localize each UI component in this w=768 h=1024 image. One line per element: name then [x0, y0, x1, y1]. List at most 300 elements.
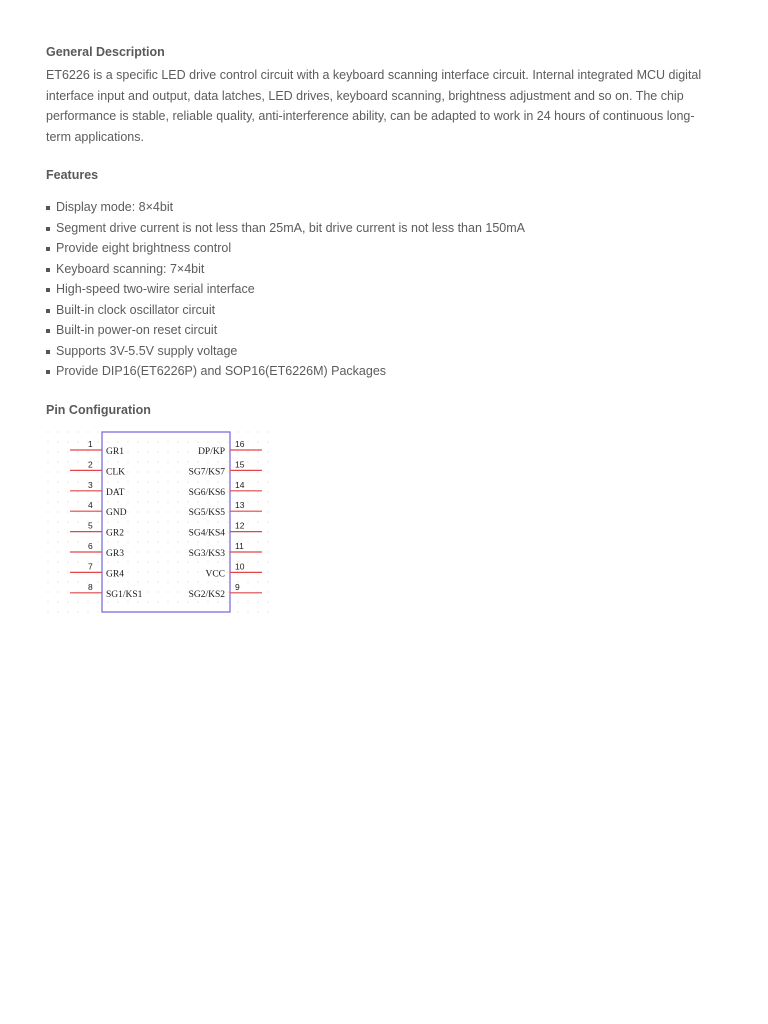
grid-dot	[127, 521, 128, 522]
feature-item	[46, 197, 716, 218]
grid-dot	[67, 441, 68, 442]
grid-dot	[207, 581, 208, 582]
pin-label: SG2/KS2	[188, 589, 225, 600]
grid-dot	[67, 531, 68, 532]
grid-dot	[197, 571, 198, 572]
grid-dot	[177, 541, 178, 542]
general-description-heading: General Description	[46, 45, 165, 59]
grid-dot	[207, 521, 208, 522]
grid-dot	[157, 581, 158, 582]
grid-dot	[127, 581, 128, 582]
grid-dot	[177, 561, 178, 562]
grid-dot	[267, 501, 268, 502]
grid-dot	[147, 501, 148, 502]
grid-dot	[177, 491, 178, 492]
grid-dot	[207, 461, 208, 462]
grid-dot	[267, 531, 268, 532]
pin-label: DAT	[106, 487, 125, 498]
pin-number: 13	[235, 499, 245, 510]
grid-dot	[177, 481, 178, 482]
grid-dot	[77, 491, 78, 492]
pin-label: DP/KP	[198, 446, 225, 457]
grid-dot	[157, 591, 158, 592]
grid-dot	[267, 591, 268, 592]
grid-dot	[207, 481, 208, 482]
grid-dot	[197, 541, 198, 542]
grid-dot	[167, 471, 168, 472]
pin-number: 9	[235, 581, 240, 592]
grid-dot	[67, 431, 68, 432]
grid-dot	[147, 441, 148, 442]
bullet-icon	[46, 350, 50, 354]
grid-dot	[137, 481, 138, 482]
grid-dot	[137, 541, 138, 542]
grid-dot	[97, 611, 98, 612]
grid-dot	[267, 451, 268, 452]
grid-dot	[187, 561, 188, 562]
grid-dot	[267, 511, 268, 512]
grid-dot	[237, 471, 238, 472]
grid-dot	[147, 581, 148, 582]
grid-dot	[77, 501, 78, 502]
bullet-icon	[46, 227, 50, 231]
grid-dot	[97, 471, 98, 472]
grid-dot	[87, 431, 88, 432]
feature-text: Built-in power-on reset circuit	[56, 323, 218, 337]
grid-dot	[257, 611, 258, 612]
grid-dot	[47, 471, 48, 472]
pin-number: 6	[88, 540, 93, 551]
grid-dot	[107, 581, 108, 582]
grid-dot	[167, 491, 168, 492]
grid-dot	[47, 461, 48, 462]
grid-dot	[247, 451, 248, 452]
grid-dot	[167, 521, 168, 522]
grid-dot	[267, 491, 268, 492]
grid-dot	[147, 521, 148, 522]
grid-dot	[107, 521, 108, 522]
grid-dot	[117, 481, 118, 482]
grid-dot	[97, 541, 98, 542]
pin-label: SG6/KS6	[188, 487, 225, 498]
grid-dot	[197, 481, 198, 482]
grid-dot	[97, 461, 98, 462]
grid-dot	[247, 471, 248, 472]
grid-dot	[97, 481, 98, 482]
grid-dot	[107, 561, 108, 562]
grid-dot	[257, 461, 258, 462]
grid-dot	[97, 581, 98, 582]
grid-dot	[167, 441, 168, 442]
grid-dot	[57, 511, 58, 512]
grid-dot	[147, 571, 148, 572]
grid-dot	[247, 431, 248, 432]
grid-dot	[177, 521, 178, 522]
pin-label: SG1/KS1	[106, 589, 143, 600]
grid-dot	[147, 541, 148, 542]
grid-dot	[127, 551, 128, 552]
grid-dot	[177, 601, 178, 602]
grid-dot	[167, 571, 168, 572]
chip-body	[102, 432, 230, 612]
grid-dot	[137, 471, 138, 472]
grid-dot	[197, 441, 198, 442]
grid-dot	[67, 571, 68, 572]
grid-dot	[217, 461, 218, 462]
grid-dot	[147, 451, 148, 452]
grid-dot	[57, 451, 58, 452]
grid-dot	[87, 611, 88, 612]
grid-dot	[57, 601, 58, 602]
grid-dot	[197, 581, 198, 582]
grid-dot	[247, 491, 248, 492]
grid-dot	[57, 591, 58, 592]
grid-dot	[157, 441, 158, 442]
grid-dot	[57, 551, 58, 552]
grid-dot	[187, 481, 188, 482]
grid-dot	[147, 511, 148, 512]
grid-dot	[117, 601, 118, 602]
grid-dot	[47, 561, 48, 562]
document	[46, 44, 716, 614]
grid-dot	[177, 441, 178, 442]
grid-dot	[177, 471, 178, 472]
grid-dot	[47, 551, 48, 552]
grid-dot	[57, 581, 58, 582]
feature-item	[46, 279, 716, 300]
pin-number: 12	[235, 520, 245, 531]
grid-dot	[157, 511, 158, 512]
feature-item	[46, 320, 716, 341]
grid-dot	[267, 601, 268, 602]
grid-dot	[217, 601, 218, 602]
grid-dot	[77, 601, 78, 602]
grid-dot	[227, 571, 228, 572]
general-description-text: ET6226 is a specific LED drive control circuit with a keyboard scanning interface circuit. Internal integrated MCU digital interface input and output, data latches, LED drives, keyboard scanning, brightness adjustment and so on. The chip performance is stable, reliable quality, anti-interference ability, can be adapted to work in 24 hours of continuous long-term applications.	[46, 68, 702, 144]
grid-dot	[157, 481, 158, 482]
grid-dot	[77, 471, 78, 472]
grid-dot	[197, 501, 198, 502]
grid-dot	[97, 521, 98, 522]
grid-dot	[47, 531, 48, 532]
grid-dot	[137, 501, 138, 502]
grid-dot	[137, 491, 138, 492]
grid-dot	[67, 601, 68, 602]
grid-dot	[57, 521, 58, 522]
grid-dot	[137, 551, 138, 552]
grid-dot	[87, 451, 88, 452]
grid-dot	[117, 441, 118, 442]
pin-label: SG5/KS5	[188, 507, 225, 518]
bullet-icon	[46, 309, 50, 313]
grid-dot	[47, 541, 48, 542]
grid-dot	[187, 441, 188, 442]
grid-dot	[137, 561, 138, 562]
grid-dot	[267, 551, 268, 552]
grid-dot	[97, 431, 98, 432]
grid-dot	[147, 471, 148, 472]
grid-dot	[257, 601, 258, 602]
grid-dot	[67, 591, 68, 592]
pin-label: SG3/KS3	[188, 548, 225, 559]
feature-text: Provide eight brightness control	[56, 241, 232, 255]
grid-dot	[267, 471, 268, 472]
grid-dot	[247, 541, 248, 542]
grid-dot	[87, 471, 88, 472]
grid-dot	[157, 471, 158, 472]
grid-dot	[257, 431, 258, 432]
grid-dot	[67, 561, 68, 562]
grid-dot	[117, 561, 118, 562]
grid-dot	[157, 461, 158, 462]
pin-number: 3	[88, 479, 93, 490]
grid-dot	[157, 501, 158, 502]
grid-dot	[177, 501, 178, 502]
feature-item	[46, 341, 716, 362]
grid-dot	[67, 511, 68, 512]
grid-dot	[227, 501, 228, 502]
grid-dot	[67, 481, 68, 482]
grid-dot	[207, 601, 208, 602]
grid-dot	[187, 451, 188, 452]
grid-dot	[167, 601, 168, 602]
grid-dot	[177, 461, 178, 462]
grid-dot	[217, 581, 218, 582]
grid-dot	[57, 491, 58, 492]
grid-dot	[167, 531, 168, 532]
grid-dot	[127, 571, 128, 572]
grid-dot	[267, 461, 268, 462]
grid-dot	[147, 601, 148, 602]
pin-number: 1	[88, 438, 93, 449]
features-heading: Features	[46, 168, 99, 182]
grid-dot	[47, 501, 48, 502]
pin-configuration-heading: Pin Configuration	[46, 402, 151, 417]
grid-dot	[77, 441, 78, 442]
bullet-icon	[46, 247, 50, 251]
grid-dot	[157, 541, 158, 542]
grid-dot	[47, 611, 48, 612]
grid-dot	[157, 491, 158, 492]
grid-dot	[57, 431, 58, 432]
grid-dot	[157, 551, 158, 552]
grid-dot	[227, 541, 228, 542]
pin-label: GR4	[106, 568, 124, 579]
grid-dot	[57, 611, 58, 612]
grid-dot	[167, 581, 168, 582]
grid-dot	[227, 531, 228, 532]
features-list	[46, 197, 716, 382]
grid-dot	[267, 431, 268, 432]
grid-dot	[187, 541, 188, 542]
grid-dot	[177, 531, 178, 532]
grid-dot	[67, 551, 68, 552]
grid-dot	[67, 541, 68, 542]
bullet-icon	[46, 268, 50, 272]
bullet-icon	[46, 370, 50, 374]
pin-number: 10	[235, 560, 245, 571]
grid-dot	[207, 541, 208, 542]
grid-dot	[97, 501, 98, 502]
grid-dot	[157, 531, 158, 532]
grid-dot	[127, 531, 128, 532]
grid-dot	[57, 501, 58, 502]
feature-text: Built-in clock oscillator circuit	[56, 302, 216, 317]
grid-dot	[247, 481, 248, 482]
grid-dot	[157, 561, 158, 562]
grid-dot	[257, 581, 258, 582]
pin-number: 8	[88, 581, 93, 592]
grid-dot	[257, 521, 258, 522]
grid-dot	[77, 451, 78, 452]
grid-dot	[127, 481, 128, 482]
grid-dot	[67, 581, 68, 582]
grid-dot	[97, 491, 98, 492]
feature-text: High-speed two-wire serial interface	[56, 282, 255, 296]
grid-dot	[97, 441, 98, 442]
grid-dot	[197, 561, 198, 562]
chip-pins	[70, 439, 262, 600]
grid-dot	[57, 571, 58, 572]
grid-dot	[57, 441, 58, 442]
feature-text: Keyboard scanning: 7×4bit	[56, 261, 205, 276]
feature-item	[46, 238, 716, 259]
grid-dot	[217, 541, 218, 542]
grid-dot	[57, 531, 58, 532]
grid-dot	[47, 441, 48, 442]
grid-dot	[57, 561, 58, 562]
grid-dot	[127, 561, 128, 562]
grid-dot	[127, 451, 128, 452]
grid-dot	[97, 451, 98, 452]
grid-dot	[107, 461, 108, 462]
grid-dot	[177, 591, 178, 592]
grid-dot	[107, 601, 108, 602]
grid-dot	[147, 551, 148, 552]
grid-dot	[127, 461, 128, 462]
grid-dot	[107, 501, 108, 502]
grid-dot	[127, 501, 128, 502]
feature-item	[46, 300, 716, 321]
bullet-icon	[46, 288, 50, 292]
grid-dot	[127, 511, 128, 512]
grid-dot	[47, 491, 48, 492]
pin-number: 7	[88, 560, 93, 571]
grid-dot	[187, 601, 188, 602]
grid-dot	[217, 521, 218, 522]
feature-text: Segment drive current is not less than 25mA, bit drive current is not less than 150mA	[56, 220, 525, 235]
grid-dot	[147, 561, 148, 562]
bullet-icon	[46, 329, 50, 333]
grid-dot	[257, 541, 258, 542]
pin-label: GR2	[106, 528, 124, 539]
pin-number: 16	[235, 438, 245, 449]
grid-dot	[127, 471, 128, 472]
grid-dot	[117, 461, 118, 462]
grid-dot	[227, 461, 228, 462]
grid-dot	[57, 461, 58, 462]
grid-dot	[127, 601, 128, 602]
grid-dot	[47, 451, 48, 452]
pin-number: 5	[88, 520, 93, 531]
grid-dot	[227, 451, 228, 452]
grid-dot	[77, 611, 78, 612]
grid-dot	[117, 581, 118, 582]
pin-number: 11	[235, 540, 244, 551]
grid-dot	[257, 471, 258, 472]
grid-dot	[157, 601, 158, 602]
grid-dot	[267, 581, 268, 582]
grid-dot	[77, 431, 78, 432]
pin-configuration-diagram	[46, 428, 276, 614]
grid-dot	[187, 571, 188, 572]
pin-number: 15	[235, 458, 245, 469]
grid-dot	[227, 551, 228, 552]
grid-dot	[67, 491, 68, 492]
grid-dot	[177, 581, 178, 582]
pin-number: 4	[88, 499, 93, 510]
grid-dot	[147, 461, 148, 462]
grid-dot	[137, 441, 138, 442]
grid-dot	[257, 501, 258, 502]
grid-dot	[177, 511, 178, 512]
feature-item	[46, 218, 716, 239]
grid-dot	[47, 511, 48, 512]
grid-dot	[97, 601, 98, 602]
grid-dot	[147, 481, 148, 482]
grid-dot	[67, 501, 68, 502]
grid-dot	[247, 441, 248, 442]
pin-label: GND	[106, 507, 127, 518]
grid-dot	[227, 511, 228, 512]
grid-dot	[117, 521, 118, 522]
grid-dot	[227, 441, 228, 442]
grid-dot	[207, 561, 208, 562]
pin-label: GR3	[106, 548, 124, 559]
grid-dot	[47, 521, 48, 522]
grid-dot	[197, 521, 198, 522]
grid-dot	[227, 481, 228, 482]
grid-dot	[67, 471, 68, 472]
grid-dot	[217, 561, 218, 562]
grid-dot	[227, 591, 228, 592]
grid-dot	[227, 521, 228, 522]
grid-dot	[167, 481, 168, 482]
grid-dot	[117, 541, 118, 542]
grid-dot	[137, 581, 138, 582]
grid-dot	[217, 501, 218, 502]
grid-dot	[177, 551, 178, 552]
grid-dot	[47, 481, 48, 482]
grid-dot	[267, 611, 268, 612]
feature-text: Provide DIP16(ET6226P) and SOP16(ET6226M) Packages	[56, 364, 387, 378]
pin-label: CLK	[106, 466, 125, 477]
grid-dot	[157, 571, 158, 572]
grid-dot	[187, 521, 188, 522]
grid-dot	[107, 481, 108, 482]
grid-dot	[247, 561, 248, 562]
grid-dot	[257, 441, 258, 442]
grid-dot	[267, 441, 268, 442]
grid-dot	[167, 511, 168, 512]
grid-dot	[257, 561, 258, 562]
grid-dot	[217, 441, 218, 442]
grid-dot	[77, 581, 78, 582]
grid-dot	[137, 451, 138, 452]
grid-dot	[137, 531, 138, 532]
grid-dot	[127, 441, 128, 442]
grid-dot	[147, 531, 148, 532]
